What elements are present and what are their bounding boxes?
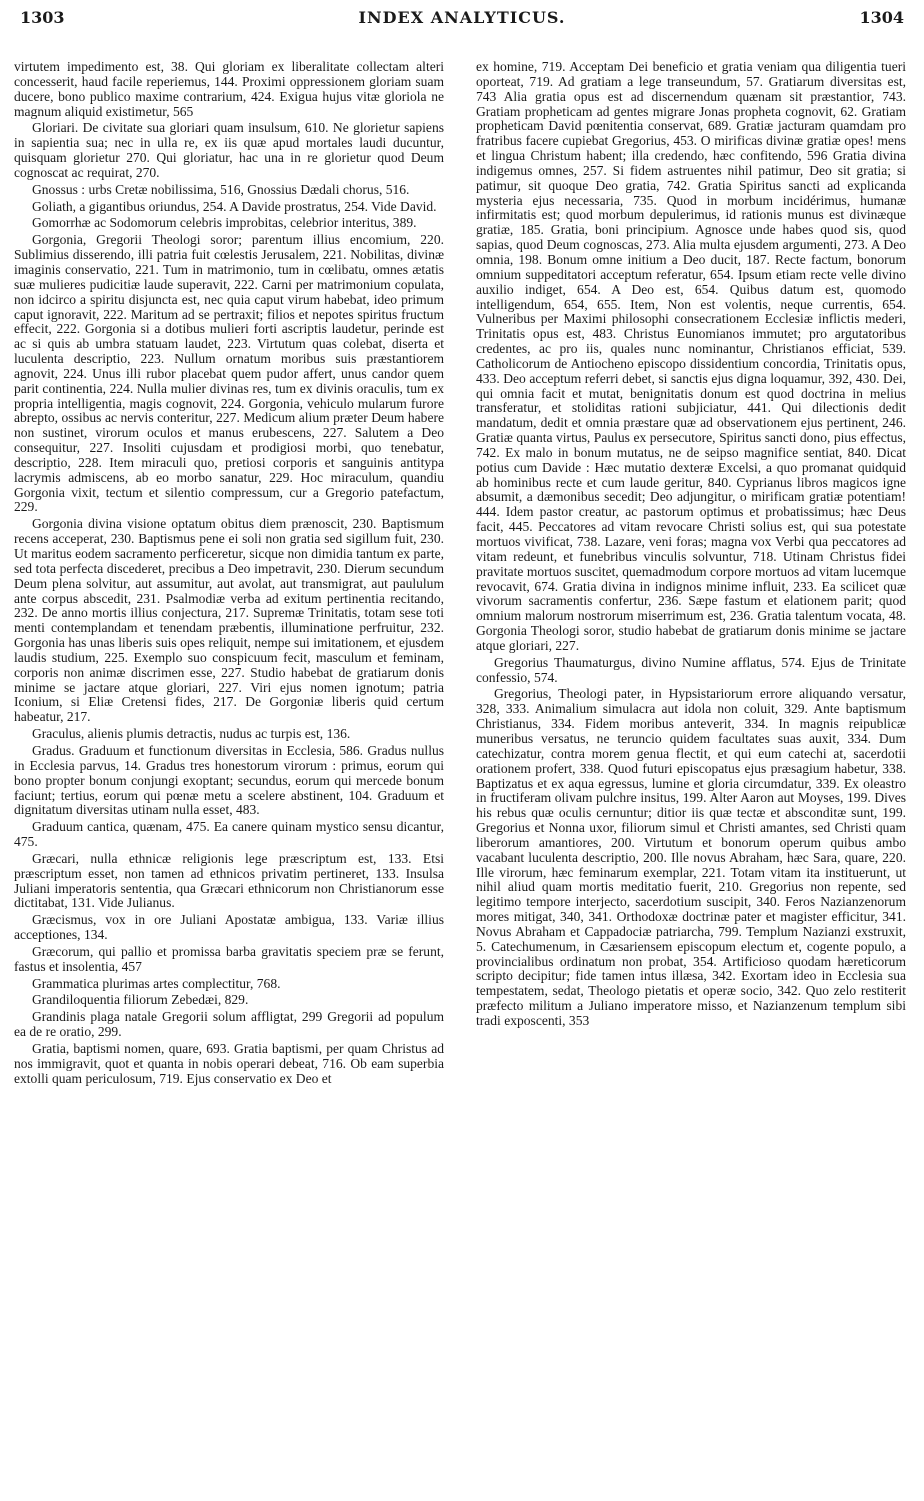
index-entry: Gregorius Thaumaturgus, divino Numine afflatus, 574. Ejus de Trinitate confessio, 574.: [476, 654, 906, 685]
index-entry: Gratia, baptismi nomen, quare, 693. Gratia baptismi, per quam Christus ad nos immigravit, quot et quanta in nobis operari debeat, 716. Ob eam superbia extolli quam periculosum, 719. Ejus conservatio ex Deo et: [14, 1041, 444, 1086]
index-entry: Graduum cantica, quænam, 475. Ea canere quinam mystico sensu dicantur, 475.: [14, 819, 444, 850]
index-entry: Goliath, a gigantibus oriundus, 254. A Davide prostratus, 254. Vide David.: [32, 198, 437, 214]
running-title: INDEX ANALYTICUS.: [358, 8, 566, 27]
index-entry: Gorgonia, Gregorii Theologi soror; parentum illius encomium, 220. Sublimius disserendo, illi patria fuit cœlestis Jerusalem, 221. Nobilitas, divinæ imaginis conservatio, 221. Tum in matrimonio, tum in cœlibatu, omnes ætatis suæ mulieres pudicitiæ laude superavit, 222. Carni per matrimonium copulata, non idcirco a spiritu disjuncta est, nec quia caput virum habebat, ideo primum caput ignoravit, 222. Maritum ad se pertraxit; filios et nepotes spiritus fructum effecit, 222. Gorgonia si a dotibus mulieri forti ascriptis laudetur, perinde est ac si quis ab umbra statuam laudet, 223. Virtutum quas colebat, diserta et luculenta descriptio, 223. Nullum ornatum moribus suis præstantiorem agnovit, 224. Unus illi rubor placebat quem pudor affert, unus candor quem parit continentia, 224. Nulla mulier divinas res, tum ex divinis oraculis, tum ex propria intelligentia, magis cognovit, 224. Gorgonia, vehiculo mularum furore abrepto, ossibus ac nervis conteritur, 227. Medicum alium præter Deum habere non sustinet, virorum oculos et manus erubescens, 227. Salutem a Deo consequitur, 227. Insoliti cujusdam et prodigiosi morbi, quo tenebatur, descriptio, 228. Item miraculi quo, pretiosi corporis et sanguinis antitypa lacrymis admiscens, ab eo morbo sanatur, 229. Hoc miraculum, quandiu Gorgonia vixit, tectum et silentio compressum, cur a Gregorio patefactum, 229.: [14, 232, 444, 515]
index-entry: Gnossus : urbs Cretæ nobilissima, 516, Gnossius Dædali chorus, 516.: [32, 181, 410, 197]
index-entry: Græcari, nulla ethnicæ religionis lege præscriptum est, 133. Etsi præscriptum esset, non tamen ad ethnicos privatim pertineret, 133. Insulsa Juliani imperatoris sententia, qua Græcari ethnicorum non Christianorum esse dictitabat, 131. Vide Julianus.: [14, 850, 444, 911]
page-number-right: 1304: [859, 8, 904, 27]
index-entry: Graculus, alienis plumis detractis, nudus ac turpis est, 136.: [32, 726, 351, 742]
index-entry: Gomorrhæ ac Sodomorum celebris improbitas, celebrior interitus, 389.: [32, 215, 417, 231]
index-entry: Gloriari. De civitate sua gloriari quam insulsum, 610. Ne glorietur sapiens in sapientia sua; nec in ulla re, ex iis quæ apud mortales laudi ducuntur, quisquam glorietur 270. Qui gloriatur, hac una in re glorietur quod Deum cognoscat ac requirat, 270.: [14, 120, 444, 180]
index-entry: Gradus. Graduum et functionum diversitas in Ecclesia, 586. Gradus nullus in Ecclesia parvus, 14. Gradus tres honestorum virorum : primus, eorum qui bono propter bonum conjungi exoptant; secundus, eorum qui mercede bonum faciunt; tertius, eorum qui pœnæ metu a scelere abstinent, 104. Graduum et dignitatum diversitas utinam nulla esset, 483.: [14, 742, 444, 818]
right-column: [476, 60, 906, 1490]
index-entry: Grammatica plurimas artes complectitur, 768.: [32, 975, 281, 991]
index-entry: Gorgonia divina visione optatum obitus diem prænoscit, 230. Baptismum recens acceperat, 230. Baptismus pene ei soli non gratia sed sigillum fuit, 230. Ut maritus eodem sacramento perficeretur, sicque non dimidia tantum ex parte, sed tota perfecta discederet, precibus a Deo impetravit, 230. Dierum secundum Deum plena solvitur, aut assumitur, aut avolat, aut transmigrat, aut paululum ante corpus abscedit, 231. Psalmodiæ verba ad exitum pertinentia recitando, 232. De anno mortis illius conjectura, 217. Supremæ Trinitatis, totam sese toti menti contemplandam et tenendam præbentis, illuminatione perfruitur, 232. Gorgonia has unas liberis suis opes reliquit, nempe sui imitationem, et ejusdem laudis studium, 225. Exemplo suo conspicuum fecit, masculum et feminam, corporis non animæ discrimen esse, 227. Studio habebat de gratiarum donis minime se jactare atque gloriari, 227. Viri ejus nomen ignotum; patria Iconium, si Eliæ Cretensi fides, 217. De Gorgoniæ liberis quid certum habeatur, 217.: [14, 516, 444, 725]
index-entry: ex homine, 719. Acceptam Dei beneficio et gratia veniam qua diligentia tueri oporteat, 719. Ad gratiam a lege transeundum, 57. Gratiarum diversitas est, 743 Alia gratia opus est ad discernendum quænam sit præstantior, 743. Gratiam propheticam ad gentes migrare Jonas propheta cognovit, 62. Gratiam propheticam David pœnitentia conservat, 689. Gratiæ jacturam quamdam pro fratribus facere cupiebat Gregorius, 453. O mirificas divinæ gratiæ opes! mens et lingua Christum habent; illa credendo, hæc confitendo, 596 Gratia divina indigemus omnes, 257. Si fidem astruentes nihil patimur, Deo sit gratia; si patimur, sit quoque Deo gratia, 742. Gratia Spiritus sancti ad explicanda mysteria ejus necessaria, 735. Quod in morbum incidérimus, humanæ infirmitatis est; quod morbum depulerimus, id rationis munus est divinæque gratiæ, 185. Gratia, boni principium. Agnosce unde habes quod sis, quod sapias, quod Deum cognoscas, 273. Alia multa ejusdem argumenti, 273. A Deo omnia, 198. Bonum omne initium a Deo ducit, 187. Recte factum, bonorum omnium suppeditatori acceptum referatur, 654. Ipsum etiam recte velle divino auxilio indiget, 654. A Deo est, 654. Quibus datum est, quomodo intelligendum, 654, 655. Item, Non est volentis, neque currentis, 654. Vulneribus per Maximi philosophi consecrationem Ecclesiæ inflictis mederi, Trinitatis opus est, 483. Christus Eunomianos immutet; pro argutatoribus credentes, ac pro iis, quales nunc nominantur, Christianos efficiat, 539. Catholicorum de Antiocheno episcopo dissidentium concordia, Trinitatis opus, 433. Deo acceptum referri debet, si sanctis ejus digna loquamur, 392, 430. Dei, qui omnia facit et mutat, benignitatis donum est quod doctrina in melius transferatur, et stoliditas rationi subjiciatur, 441. Qui dilectionis dedit mandatum, dedit et omnia præstare quæ ad observationem ejus pertinent, 246. Gratiæ quanta virtus, Paulus ex persecutore, Spiritus sancti dono, pius effectus, 742. Ex malo in bonum mutatus, ne de seipso magnifice sentiat, 840. Dicat potius cum Davide : Hæc mutatio dexteræ Excelsi, a quo promanat quidquid ab hominibus recte et cum laude geritur, 840. Cyprianus libros magicos igne absumit, a dæmonibus secedit; Deo adjungitur, o mirificam gratiæ potentiam! 444. Idem pastor creatur, ac pastorum optimus et probatissimus; hæc Deus facit, 445. Peccatores ad vitam revocare Christi solius est, qui sua potestate mortuos vivificat, 738. Lazare, veni foras; magna vox Verbi qua peccatores ad vitam redeunt, et funebribus vinculis solvuntur, 718. Utinam Christus fidei pravitate mortuos suscitet, quemadmodum corpore mortuos ad vitam lucemque revocavit, 674. Gratia divina in indignos minime influit, 233. Ea scilicet quæ vivorum sacramentis confertur, 236. Sæpe fastum et elationem parit; quod omnium malorum nostrorum miserrimum est, 236. Gratia talentum vocata, 48. Gorgonia Theologi soror, studio habebat de gratiarum donis minime se jactare atque gloriari, 227.: [476, 60, 906, 653]
index-entry: Grandinis plaga natale Gregorii solum affligtat, 299 Gregorii ad populum ea de re oratio, 299.: [14, 1009, 444, 1040]
page-header: [20, 8, 904, 34]
index-entry: Gregorius, Theologi pater, in Hypsistariorum errore aliquando versatur, 328, 333. Animalium simulacra aut idola non coluit, 329. Ante baptismum Christianus, 334. Fidem moribus anteverit, 334. In magnis reipublicæ muneribus versatus, ne teruncio quidem facultates suas auxit, 334. Dum catechizatur, contra morem genua flectit, et qui eum catechi at, sacerdotii orationem profert, 338. Quod futuri episcopatus ejus præsagium habetur, 338. Baptizatus et ex aqua egressus, lumine et gloria circumdatur, 339. Ex oleastro in fructiferam olivam pulchre insitus, 199. Alter Aaron aut Moyses, 199. Dives his rebus quæ oculis cernuntur; ditior iis quæ tectæ et absconditæ sunt, 199. Gregorius et Nonna uxor, filiorum simul et Christi amantes, sed Christi quam liberorum amantiores, 200. Virtutum et bonorum operum quibus ambo vacabant luculenta descriptio, 200. Ille novus Abraham, hæc Sara, quare, 220. Ille virorum, hæc feminarum exemplar, 221. Totam vitam ita instituerunt, ut nihil aliud quam mortis meditatio fuerit, 210. Gregorius non repente, sed legitimo tempore interjecto, sacerdotium suscipit, 340. Feros Nazianzenorum mores mitigat, 340, 341. Orthodoxæ doctrinæ pater et magister efficitur, 341. Novus Abraham et Cappadociæ patriarcha, 799. Templum Nazianzi exstruxit, 5. Catechumenum, in Cæsariensem episcopum electum et, cogente populo, a provincialibus ordinatum non probat, 354. Artificioso quodam hæreticorum scripto decipitur; fide tamen intus illæsa, 342. Exortam ideo in Ecclesia sua tempestatem, sedat, Theologo pietatis et operæ socio, 342. Quo zelo restiterit præfecto militum a Juliano imperatore misso, et Nazianzenum templum sibi tradi exposcenti, 353: [476, 686, 906, 1028]
left-column: [14, 60, 444, 1490]
index-entry: Græcorum, qui pallio et promissa barba gravitatis speciem præ se ferunt, fastus et insolentia, 457: [14, 943, 444, 974]
page-number-left: 1303: [20, 8, 65, 27]
index-entry: Grandiloquentia filiorum Zebedæi, 829.: [32, 992, 249, 1008]
index-entry: virtutem impedimento est, 38. Qui gloriam ex liberalitate collectam alteri concesserit, haud facile reperiemus, 144. Proximi oppressionem gloriam suam ducere, bono publico maxime contrarium, 424. Exigua hujus vitæ gloriola ne magnum aliquid existimetur, 565: [14, 60, 444, 119]
index-entry: Græcismus, vox in ore Juliani Apostatæ ambigua, 133. Variæ illius acceptiones, 134.: [14, 912, 444, 943]
